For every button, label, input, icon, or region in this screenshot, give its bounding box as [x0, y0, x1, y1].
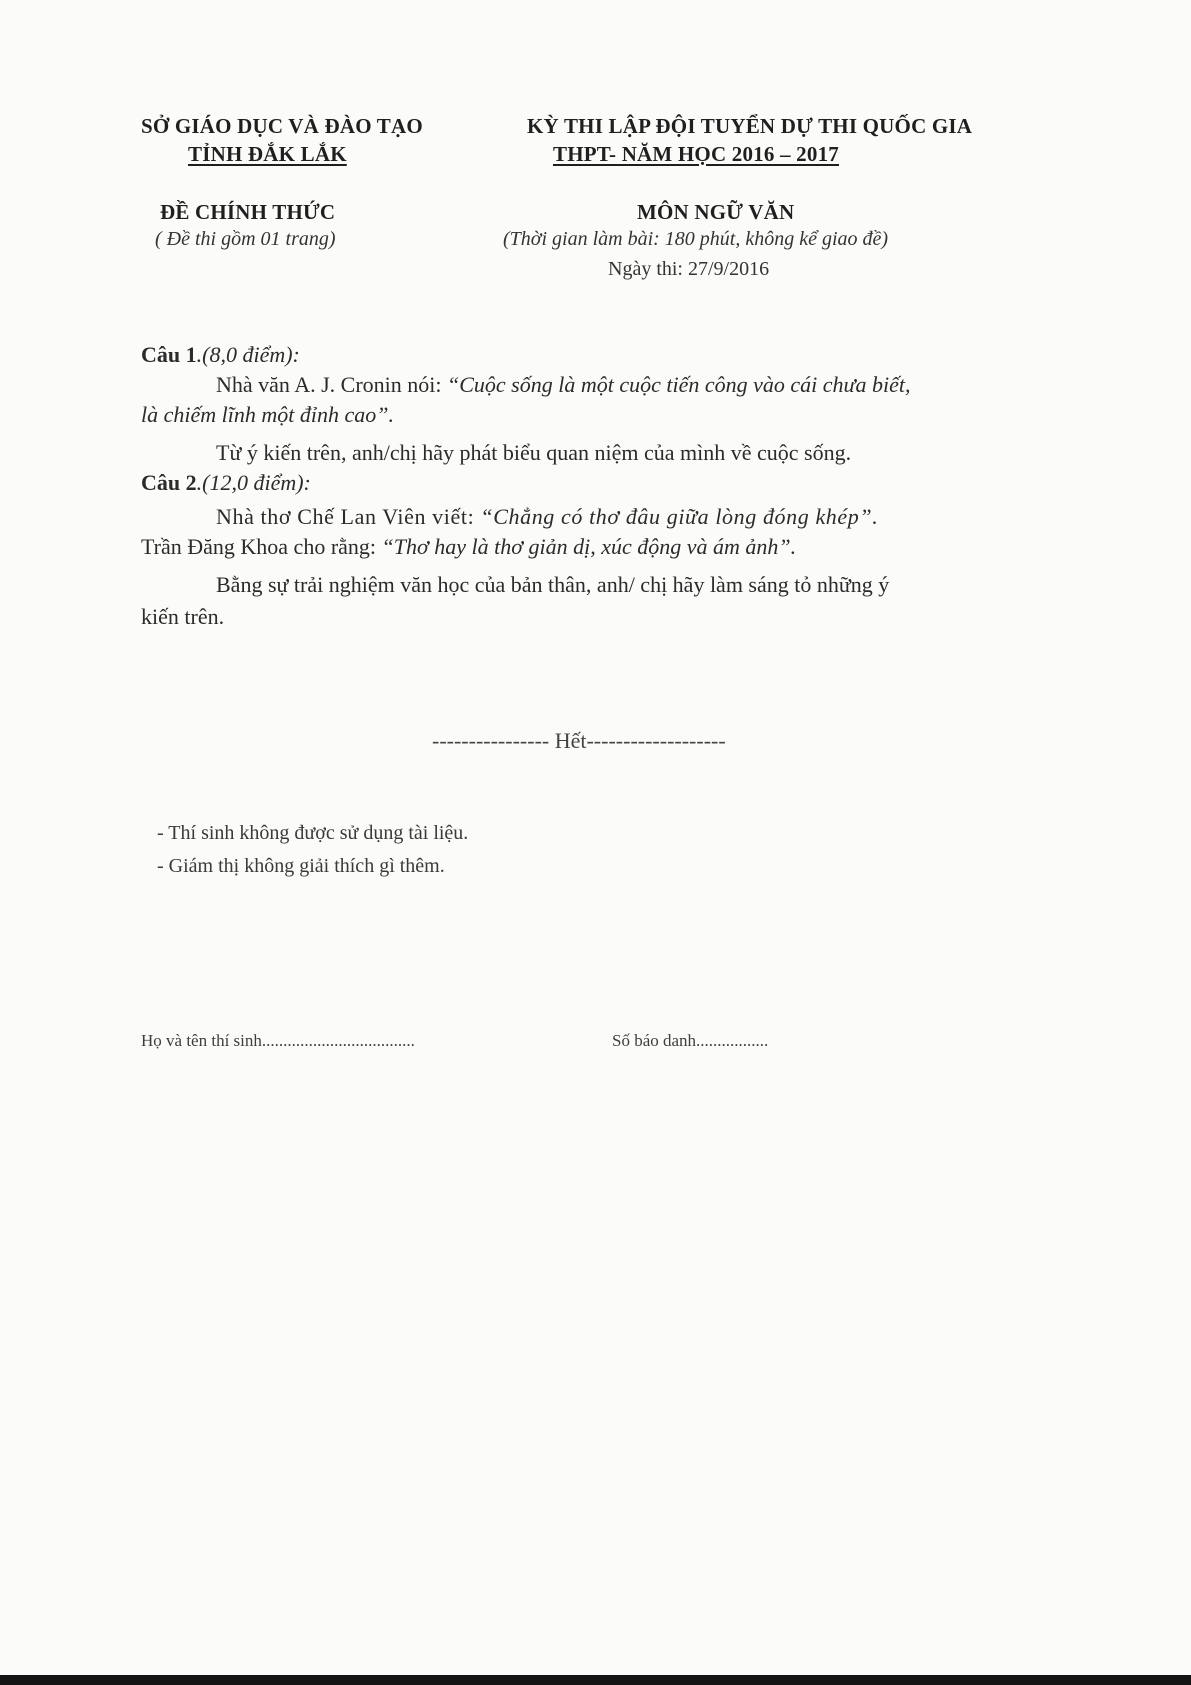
question-1-line-1	[216, 370, 911, 400]
page-count-note: ( Đề thi gồm 01 trang)	[155, 228, 336, 250]
question-1-intro: Nhà văn A. J. Cronin nói:	[216, 372, 447, 397]
note-1: - Thí sinh không được sử dụng tài liệu.	[157, 822, 469, 844]
time-note: (Thời gian làm bài: 180 phút, không kể giao đề)	[503, 228, 889, 250]
question-2-header	[141, 468, 311, 498]
candidate-name-field: Họ và tên thí sinh....................................	[141, 1031, 415, 1050]
official-label: ĐỀ CHÍNH THỨC	[160, 200, 336, 224]
question-1-label: Câu 1	[141, 342, 197, 367]
department-name: SỞ GIÁO DỤC VÀ ĐÀO TẠO	[141, 114, 423, 138]
question-2-intro-2: Trần Đăng Khoa cho rằng:	[141, 534, 382, 559]
province-name: TỈNH ĐẮK LẮK	[188, 142, 347, 166]
question-1-task: Từ ý kiến trên, anh/chị hãy phát biểu quan niệm của mình về cuộc sống.	[216, 440, 852, 465]
end-marker: ---------------- Hết-------------------	[432, 728, 726, 753]
exam-title: KỲ THI LẬP ĐỘI TUYỂN DỰ THI QUỐC GIA	[527, 114, 973, 138]
question-2-quote-1: “Chẳng có thơ đâu giữa lòng đóng khép”.	[480, 504, 879, 529]
question-2-line-1	[216, 502, 878, 532]
question-2-points: .(12,0 điểm):	[196, 470, 311, 495]
question-2-intro-1: Nhà thơ Chế Lan Viên viết:	[216, 504, 481, 529]
subject-title: MÔN NGỮ VĂN	[637, 200, 795, 224]
question-2-quote-2: “Thơ hay là thơ giản dị, xúc động và ám ảnh”.	[381, 534, 797, 559]
question-1-quote-part-2: là chiếm lĩnh một đỉnh cao”.	[141, 402, 394, 427]
scan-edge	[0, 1675, 1191, 1685]
candidate-id-field: Số báo danh.................	[612, 1031, 769, 1050]
question-1-quote-part-1: “Cuộc sống là một cuộc tiến công vào cái chưa biết,	[447, 372, 911, 397]
question-1-header	[141, 340, 300, 370]
question-1-points: .(8,0 điểm):	[196, 342, 300, 367]
question-2-task-line-2: kiến trên.	[141, 604, 225, 629]
question-2-line-2	[141, 532, 796, 562]
question-2-label: Câu 2	[141, 470, 197, 495]
note-2: - Giám thị không giải thích gì thêm.	[157, 855, 445, 877]
exam-date: Ngày thi: 27/9/2016	[608, 258, 770, 280]
question-2-task-line-1: Bằng sự trải nghiệm văn học của bản thân, anh/ chị hãy làm sáng tỏ những ý	[216, 572, 890, 597]
school-year: THPT- NĂM HỌC 2016 – 2017	[553, 142, 839, 166]
